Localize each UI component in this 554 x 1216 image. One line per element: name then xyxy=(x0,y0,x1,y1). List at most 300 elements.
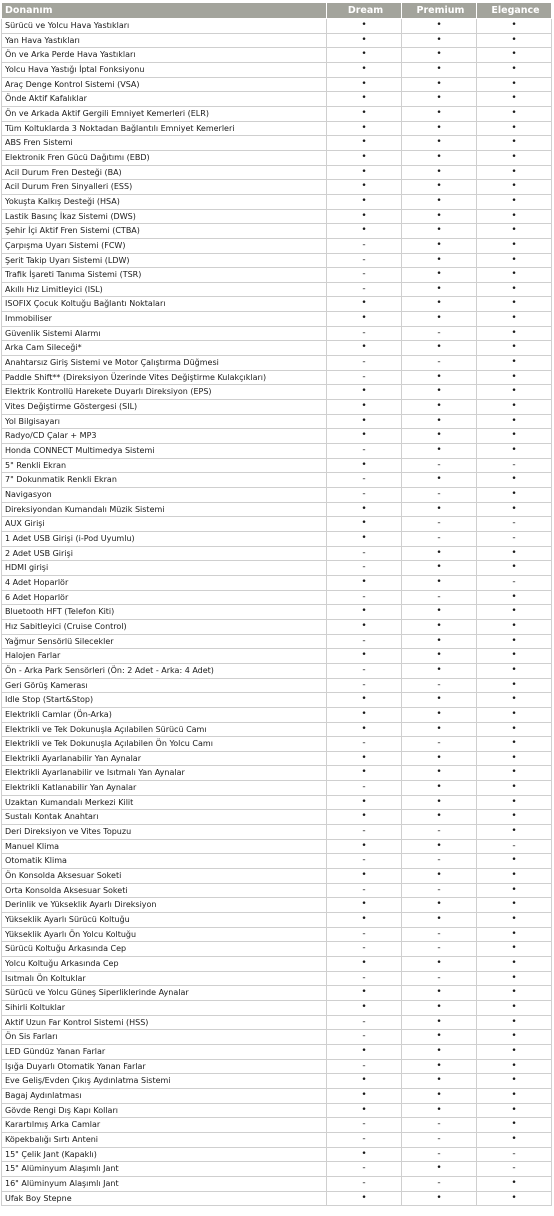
table-row xyxy=(2,180,552,195)
availability-dream: - xyxy=(327,238,402,253)
availability-elegance: • xyxy=(477,429,552,444)
table-row xyxy=(2,268,552,283)
availability-elegance: • xyxy=(477,737,552,752)
table-row xyxy=(2,1162,552,1177)
feature-name: Otomatik Klima xyxy=(2,854,327,869)
availability-premium: - xyxy=(402,1118,477,1133)
availability-dream: • xyxy=(327,194,402,209)
availability-premium: • xyxy=(402,781,477,796)
table-row xyxy=(2,194,552,209)
availability-premium: • xyxy=(402,312,477,327)
feature-name: 15" Alüminyum Alaşımlı Jant xyxy=(2,1162,327,1177)
availability-elegance: • xyxy=(477,1044,552,1059)
availability-elegance: • xyxy=(477,194,552,209)
availability-premium: - xyxy=(402,883,477,898)
table-row xyxy=(2,488,552,503)
feature-name: Radyo/CD Çalar + MP3 xyxy=(2,429,327,444)
feature-name: Elektrikli ve Tek Dokunuşla Açılabilen Sürücü Camı xyxy=(2,722,327,737)
availability-elegance: • xyxy=(477,150,552,165)
availability-elegance: • xyxy=(477,883,552,898)
header-feature: Donanım xyxy=(2,3,327,19)
availability-premium: • xyxy=(402,253,477,268)
table-row xyxy=(2,1176,552,1191)
table-row xyxy=(2,238,552,253)
availability-dream: • xyxy=(327,1103,402,1118)
availability-elegance: • xyxy=(477,444,552,459)
feature-name: 1 Adet USB Girişi (i-Pod Uyumlu) xyxy=(2,531,327,546)
availability-premium: • xyxy=(402,957,477,972)
header-trim-elegance: Elegance xyxy=(477,3,552,19)
availability-premium: • xyxy=(402,1162,477,1177)
availability-elegance: • xyxy=(477,810,552,825)
availability-elegance: • xyxy=(477,282,552,297)
availability-dream: • xyxy=(327,106,402,121)
availability-premium: • xyxy=(402,1088,477,1103)
availability-premium: • xyxy=(402,693,477,708)
availability-dream: • xyxy=(327,429,402,444)
availability-premium: • xyxy=(402,473,477,488)
table-row xyxy=(2,385,552,400)
availability-premium: • xyxy=(402,1015,477,1030)
availability-elegance: • xyxy=(477,209,552,224)
table-row xyxy=(2,429,552,444)
availability-premium: • xyxy=(402,502,477,517)
availability-premium: - xyxy=(402,927,477,942)
availability-premium: • xyxy=(402,238,477,253)
availability-elegance: • xyxy=(477,1000,552,1015)
feature-name: Yolcu Koltuğu Arkasında Cep xyxy=(2,957,327,972)
availability-premium: - xyxy=(402,488,477,503)
table-row xyxy=(2,678,552,693)
availability-elegance: • xyxy=(477,619,552,634)
feature-name: Önde Aktif Kafalıklar xyxy=(2,92,327,107)
availability-dream: - xyxy=(327,326,402,341)
availability-elegance: • xyxy=(477,238,552,253)
feature-name: Köpekbalığı Sırtı Anteni xyxy=(2,1132,327,1147)
feature-name: 6 Adet Hoparlör xyxy=(2,590,327,605)
availability-premium: - xyxy=(402,678,477,693)
feature-name: Bagaj Aydınlatması xyxy=(2,1088,327,1103)
feature-name: 16" Alüminyum Alaşımlı Jant xyxy=(2,1176,327,1191)
availability-premium: - xyxy=(402,326,477,341)
availability-dream: - xyxy=(327,1176,402,1191)
availability-elegance: • xyxy=(477,649,552,664)
feature-name: Sürücü Koltuğu Arkasında Cep xyxy=(2,942,327,957)
availability-dream: • xyxy=(327,209,402,224)
feature-name: Şehir İçi Aktif Fren Sistemi (CTBA) xyxy=(2,224,327,239)
table-row xyxy=(2,356,552,371)
feature-name: Ufak Boy Stepne xyxy=(2,1191,327,1206)
availability-elegance: • xyxy=(477,971,552,986)
table-row xyxy=(2,1059,552,1074)
feature-name: Yağmur Sensörlü Silecekler xyxy=(2,634,327,649)
feature-name: Akıllı Hız Limitleyici (ISL) xyxy=(2,282,327,297)
feature-name: Sürücü ve Yolcu Güneş Siperliklerinde Aynalar xyxy=(2,986,327,1001)
availability-dream: • xyxy=(327,575,402,590)
table-row xyxy=(2,414,552,429)
availability-elegance: • xyxy=(477,414,552,429)
availability-dream: • xyxy=(327,33,402,48)
table-row xyxy=(2,751,552,766)
availability-dream: - xyxy=(327,971,402,986)
feature-name: Ön Sis Farları xyxy=(2,1030,327,1045)
availability-elegance: • xyxy=(477,136,552,151)
availability-elegance: - xyxy=(477,1147,552,1162)
feature-name: ISOFIX Çocuk Koltuğu Bağlantı Noktaları xyxy=(2,297,327,312)
table-row xyxy=(2,693,552,708)
table-row xyxy=(2,121,552,136)
table-row xyxy=(2,209,552,224)
availability-dream: • xyxy=(327,869,402,884)
availability-dream: • xyxy=(327,312,402,327)
availability-dream: • xyxy=(327,77,402,92)
availability-dream: • xyxy=(327,341,402,356)
availability-elegance: • xyxy=(477,913,552,928)
availability-premium: - xyxy=(402,854,477,869)
table-row xyxy=(2,370,552,385)
table-body xyxy=(2,19,552,1206)
availability-elegance: - xyxy=(477,575,552,590)
availability-dream: • xyxy=(327,1088,402,1103)
table-row xyxy=(2,707,552,722)
table-row xyxy=(2,1030,552,1045)
feature-name: Hız Sabitleyici (Cruise Control) xyxy=(2,619,327,634)
feature-name: Elektrikli Ayarlanabilir ve Isıtmalı Yan Aynalar xyxy=(2,766,327,781)
table-row xyxy=(2,810,552,825)
availability-elegance: • xyxy=(477,1088,552,1103)
feature-name: Ön ve Arkada Aktif Gergili Emniyet Kemerleri (ELR) xyxy=(2,106,327,121)
availability-dream: • xyxy=(327,400,402,415)
availability-elegance: • xyxy=(477,180,552,195)
availability-elegance: • xyxy=(477,268,552,283)
availability-premium: • xyxy=(402,869,477,884)
availability-dream: - xyxy=(327,1132,402,1147)
availability-elegance: • xyxy=(477,224,552,239)
availability-dream: • xyxy=(327,180,402,195)
availability-dream: - xyxy=(327,883,402,898)
availability-dream: - xyxy=(327,678,402,693)
availability-premium: • xyxy=(402,341,477,356)
availability-premium: • xyxy=(402,209,477,224)
availability-premium: • xyxy=(402,150,477,165)
table-row xyxy=(2,898,552,913)
table-row xyxy=(2,649,552,664)
availability-dream: • xyxy=(327,531,402,546)
availability-dream: • xyxy=(327,62,402,77)
availability-premium: • xyxy=(402,121,477,136)
availability-dream: - xyxy=(327,546,402,561)
table-row xyxy=(2,1088,552,1103)
table-row xyxy=(2,282,552,297)
availability-premium: • xyxy=(402,165,477,180)
table-row xyxy=(2,883,552,898)
availability-elegance: • xyxy=(477,121,552,136)
feature-name: Lastik Basınç İkaz Sistemi (DWS) xyxy=(2,209,327,224)
availability-premium: - xyxy=(402,971,477,986)
table-row xyxy=(2,326,552,341)
availability-elegance: • xyxy=(477,1103,552,1118)
availability-elegance: • xyxy=(477,297,552,312)
availability-dream: • xyxy=(327,150,402,165)
availability-premium: - xyxy=(402,1176,477,1191)
availability-elegance: • xyxy=(477,77,552,92)
availability-dream: - xyxy=(327,473,402,488)
availability-premium: • xyxy=(402,986,477,1001)
feature-name: HDMI girişi xyxy=(2,561,327,576)
availability-elegance: • xyxy=(477,385,552,400)
table-row xyxy=(2,546,552,561)
table-row xyxy=(2,297,552,312)
availability-elegance: • xyxy=(477,1030,552,1045)
table-row xyxy=(2,400,552,415)
availability-elegance: • xyxy=(477,1191,552,1206)
feature-name: 2 Adet USB Girişi xyxy=(2,546,327,561)
feature-name: Isıtmalı Ön Koltuklar xyxy=(2,971,327,986)
availability-elegance: • xyxy=(477,766,552,781)
availability-premium: - xyxy=(402,590,477,605)
availability-premium: • xyxy=(402,77,477,92)
availability-dream: • xyxy=(327,48,402,63)
feature-name: Trafik İşareti Tanıma Sistemi (TSR) xyxy=(2,268,327,283)
availability-premium: • xyxy=(402,751,477,766)
table-row xyxy=(2,33,552,48)
availability-premium: - xyxy=(402,942,477,957)
feature-name: ABS Fren Sistemi xyxy=(2,136,327,151)
availability-elegance: • xyxy=(477,48,552,63)
feature-name: Sihirli Koltuklar xyxy=(2,1000,327,1015)
availability-elegance: • xyxy=(477,986,552,1001)
table-row xyxy=(2,312,552,327)
availability-dream: • xyxy=(327,898,402,913)
availability-dream: • xyxy=(327,121,402,136)
header-trim-dream: Dream xyxy=(327,3,402,19)
availability-premium: - xyxy=(402,737,477,752)
availability-premium: • xyxy=(402,605,477,620)
feature-name: 15" Çelik Jant (Kapaklı) xyxy=(2,1147,327,1162)
availability-dream: • xyxy=(327,297,402,312)
availability-premium: • xyxy=(402,224,477,239)
availability-premium: • xyxy=(402,810,477,825)
feature-name: Işığa Duyarlı Otomatik Yanan Farlar xyxy=(2,1059,327,1074)
table-row xyxy=(2,1044,552,1059)
feature-name: Çarpışma Uyarı Sistemi (FCW) xyxy=(2,238,327,253)
availability-dream: - xyxy=(327,781,402,796)
availability-dream: • xyxy=(327,414,402,429)
availability-premium: • xyxy=(402,136,477,151)
feature-name: Idle Stop (Start&Stop) xyxy=(2,693,327,708)
availability-premium: • xyxy=(402,795,477,810)
availability-premium: - xyxy=(402,1147,477,1162)
table-row xyxy=(2,561,552,576)
availability-dream: • xyxy=(327,693,402,708)
availability-elegance: • xyxy=(477,722,552,737)
availability-premium: • xyxy=(402,414,477,429)
table-row xyxy=(2,77,552,92)
availability-dream: - xyxy=(327,737,402,752)
availability-dream: • xyxy=(327,517,402,532)
availability-dream: • xyxy=(327,839,402,854)
feature-name: LED Gündüz Yanan Farlar xyxy=(2,1044,327,1059)
feature-name: Elektrikli Camlar (Ön-Arka) xyxy=(2,707,327,722)
table-row xyxy=(2,341,552,356)
availability-dream: - xyxy=(327,1059,402,1074)
table-row xyxy=(2,634,552,649)
availability-elegance: • xyxy=(477,326,552,341)
feature-name: 4 Adet Hoparlör xyxy=(2,575,327,590)
table-row xyxy=(2,1074,552,1089)
table-row xyxy=(2,444,552,459)
availability-elegance: • xyxy=(477,1059,552,1074)
availability-elegance: • xyxy=(477,561,552,576)
availability-elegance: - xyxy=(477,1162,552,1177)
availability-dream: - xyxy=(327,488,402,503)
availability-dream: • xyxy=(327,605,402,620)
feature-name: Paddle Shift** (Direksiyon Üzerinde Vites Değiştirme Kulakçıkları) xyxy=(2,370,327,385)
table-row xyxy=(2,517,552,532)
availability-elegance: • xyxy=(477,693,552,708)
availability-elegance: • xyxy=(477,33,552,48)
availability-dream: • xyxy=(327,458,402,473)
availability-dream: • xyxy=(327,619,402,634)
availability-elegance: • xyxy=(477,795,552,810)
availability-dream: • xyxy=(327,224,402,239)
table-row xyxy=(2,1015,552,1030)
availability-elegance: • xyxy=(477,927,552,942)
availability-dream: • xyxy=(327,751,402,766)
availability-elegance: - xyxy=(477,458,552,473)
availability-premium: • xyxy=(402,385,477,400)
feature-name: Ön ve Arka Perde Hava Yastıkları xyxy=(2,48,327,63)
availability-elegance: • xyxy=(477,1074,552,1089)
availability-dream: • xyxy=(327,810,402,825)
table-row xyxy=(2,253,552,268)
availability-dream: • xyxy=(327,986,402,1001)
feature-name: Direksiyondan Kumandalı Müzik Sistemi xyxy=(2,502,327,517)
availability-premium: • xyxy=(402,1059,477,1074)
table-row xyxy=(2,854,552,869)
availability-dream: • xyxy=(327,913,402,928)
availability-dream: • xyxy=(327,1000,402,1015)
availability-premium: • xyxy=(402,546,477,561)
availability-dream: - xyxy=(327,634,402,649)
feature-name: Immobiliser xyxy=(2,312,327,327)
availability-premium: • xyxy=(402,649,477,664)
availability-premium: • xyxy=(402,92,477,107)
feature-name: AUX Girişi xyxy=(2,517,327,532)
availability-premium: • xyxy=(402,180,477,195)
feature-name: Vites Değiştirme Göstergesi (SIL) xyxy=(2,400,327,415)
availability-elegance: • xyxy=(477,1176,552,1191)
availability-dream: • xyxy=(327,502,402,517)
availability-elegance: • xyxy=(477,19,552,34)
feature-name: Yokuşta Kalkış Desteği (HSA) xyxy=(2,194,327,209)
availability-dream: • xyxy=(327,766,402,781)
table-row xyxy=(2,575,552,590)
table-row xyxy=(2,106,552,121)
availability-premium: • xyxy=(402,766,477,781)
availability-premium: • xyxy=(402,1030,477,1045)
feature-name: Sürücü ve Yolcu Hava Yastıkları xyxy=(2,19,327,34)
table-row xyxy=(2,19,552,34)
feature-name: Araç Denge Kontrol Sistemi (VSA) xyxy=(2,77,327,92)
availability-premium: - xyxy=(402,356,477,371)
feature-name: Yan Hava Yastıkları xyxy=(2,33,327,48)
availability-premium: • xyxy=(402,1103,477,1118)
availability-dream: - xyxy=(327,253,402,268)
availability-elegance: • xyxy=(477,473,552,488)
availability-premium: - xyxy=(402,517,477,532)
availability-elegance: • xyxy=(477,106,552,121)
table-row xyxy=(2,473,552,488)
availability-premium: • xyxy=(402,19,477,34)
table-row xyxy=(2,48,552,63)
feature-name: Gövde Rengi Dış Kapı Kolları xyxy=(2,1103,327,1118)
availability-elegance: • xyxy=(477,590,552,605)
availability-elegance: • xyxy=(477,781,552,796)
availability-elegance: - xyxy=(477,517,552,532)
availability-elegance: • xyxy=(477,546,552,561)
availability-premium: • xyxy=(402,663,477,678)
header-trim-premium: Premium xyxy=(402,3,477,19)
feature-name: Karartılmış Arka Camlar xyxy=(2,1118,327,1133)
availability-dream: • xyxy=(327,92,402,107)
table-row xyxy=(2,1147,552,1162)
availability-premium: • xyxy=(402,619,477,634)
availability-premium: • xyxy=(402,707,477,722)
availability-premium: • xyxy=(402,444,477,459)
table-row xyxy=(2,927,552,942)
availability-elegance: • xyxy=(477,1015,552,1030)
table-row xyxy=(2,766,552,781)
table-row xyxy=(2,971,552,986)
availability-elegance: • xyxy=(477,634,552,649)
header-row xyxy=(2,3,552,19)
feature-name: Elektrik Kontrollü Harekete Duyarlı Direksiyon (EPS) xyxy=(2,385,327,400)
availability-dream: • xyxy=(327,722,402,737)
table-row xyxy=(2,913,552,928)
availability-elegance: • xyxy=(477,62,552,77)
feature-name: Navigasyon xyxy=(2,488,327,503)
table-row xyxy=(2,781,552,796)
table-row xyxy=(2,150,552,165)
availability-dream: - xyxy=(327,444,402,459)
availability-premium: • xyxy=(402,62,477,77)
table-row xyxy=(2,1191,552,1206)
availability-dream: - xyxy=(327,1118,402,1133)
table-row xyxy=(2,62,552,77)
availability-premium: • xyxy=(402,1074,477,1089)
availability-elegance: • xyxy=(477,312,552,327)
table-row xyxy=(2,825,552,840)
availability-dream: • xyxy=(327,1074,402,1089)
availability-elegance: • xyxy=(477,751,552,766)
availability-dream: - xyxy=(327,854,402,869)
availability-premium: • xyxy=(402,1044,477,1059)
table-row xyxy=(2,619,552,634)
feature-name: 7" Dokunmatik Renkli Ekran xyxy=(2,473,327,488)
feature-name: Arka Cam Sileceği* xyxy=(2,341,327,356)
table-row xyxy=(2,531,552,546)
availability-dream: • xyxy=(327,1147,402,1162)
availability-premium: • xyxy=(402,297,477,312)
table-row xyxy=(2,1103,552,1118)
availability-premium: • xyxy=(402,839,477,854)
availability-elegance: • xyxy=(477,341,552,356)
availability-dream: - xyxy=(327,1162,402,1177)
availability-elegance: • xyxy=(477,898,552,913)
availability-dream: - xyxy=(327,370,402,385)
table-row xyxy=(2,92,552,107)
